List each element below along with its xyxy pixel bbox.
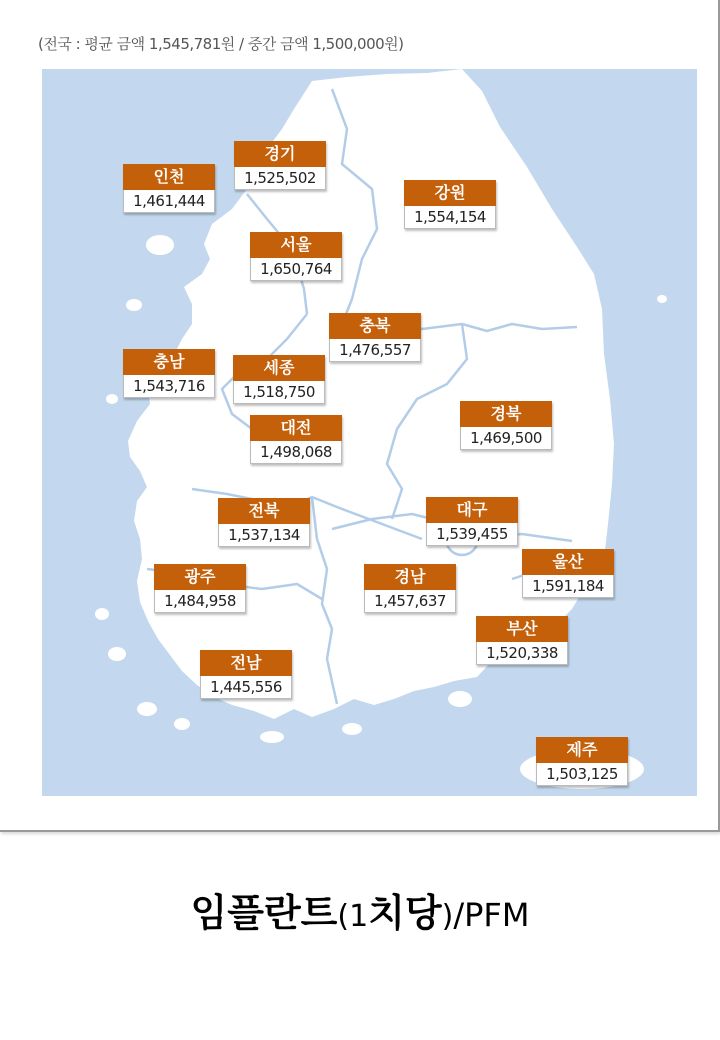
island-ganghwa [146, 235, 174, 255]
region-name: 경북 [460, 401, 552, 427]
region-name: 울산 [522, 549, 614, 575]
region-value: 1,525,502 [234, 167, 326, 190]
region-gangwon [404, 180, 496, 229]
region-value: 1,457,637 [364, 590, 456, 613]
region-name: 충북 [329, 313, 421, 339]
region-daegu [426, 497, 518, 546]
region-ulsan [522, 549, 614, 598]
island-west-2 [106, 394, 118, 404]
region-value: 1,476,557 [329, 339, 421, 362]
caption-main: 임플란트 [190, 891, 338, 935]
region-name: 광주 [154, 564, 246, 590]
caption-tail: /PFM [453, 896, 530, 934]
caption-number: 1 [349, 899, 369, 934]
island-sw-1 [137, 702, 157, 716]
region-value: 1,591,184 [522, 575, 614, 598]
region-name: 경기 [234, 141, 326, 167]
region-value: 1,650,764 [250, 258, 342, 281]
region-name: 강원 [404, 180, 496, 206]
caption-unit: 치당 [368, 891, 442, 935]
national-summary: (전국 : 평균 금액 1,545,781원 / 중간 금액 1,500,000원) [38, 35, 404, 53]
region-incheon [123, 164, 215, 213]
island-geoje [448, 691, 472, 707]
region-gyeongnam [364, 564, 456, 613]
region-gyeongbuk [460, 401, 552, 450]
island-sw-2 [174, 718, 190, 730]
region-jeonbuk [218, 498, 310, 547]
island-s-1 [260, 731, 284, 743]
region-jeonnam [200, 650, 292, 699]
region-value: 1,518,750 [233, 381, 325, 404]
region-value: 1,445,556 [200, 676, 292, 699]
region-name: 부산 [476, 616, 568, 642]
region-seoul [250, 232, 342, 281]
region-value: 1,543,716 [123, 375, 215, 398]
region-sejong [233, 355, 325, 404]
region-chungnam [123, 349, 215, 398]
region-name: 세종 [233, 355, 325, 381]
region-name: 전북 [218, 498, 310, 524]
page-caption [0, 882, 720, 937]
region-name: 대구 [426, 497, 518, 523]
caption-open-paren: ( [337, 899, 350, 934]
region-daejeon [250, 415, 342, 464]
island-s-2 [342, 723, 362, 735]
region-busan [476, 616, 568, 665]
island-ulleung [657, 295, 667, 303]
region-value: 1,554,154 [404, 206, 496, 229]
region-value: 1,498,068 [250, 441, 342, 464]
region-chungbuk [329, 313, 421, 362]
region-value: 1,539,455 [426, 523, 518, 546]
region-value: 1,461,444 [123, 190, 215, 213]
region-value: 1,469,500 [460, 427, 552, 450]
region-name: 인천 [123, 164, 215, 190]
region-name: 전남 [200, 650, 292, 676]
region-name: 대전 [250, 415, 342, 441]
region-value: 1,503,125 [536, 763, 628, 786]
region-name: 서울 [250, 232, 342, 258]
region-value: 1,520,338 [476, 642, 568, 665]
region-value: 1,537,134 [218, 524, 310, 547]
region-value: 1,484,958 [154, 590, 246, 613]
caption-close-paren: ) [441, 899, 454, 934]
island-west-3 [95, 608, 109, 620]
island-west-1 [126, 299, 142, 311]
region-jeju [536, 737, 628, 786]
region-name: 제주 [536, 737, 628, 763]
region-gyeonggi [234, 141, 326, 190]
region-name: 충남 [123, 349, 215, 375]
region-name: 경남 [364, 564, 456, 590]
region-gwangju [154, 564, 246, 613]
island-west-4 [108, 647, 126, 661]
